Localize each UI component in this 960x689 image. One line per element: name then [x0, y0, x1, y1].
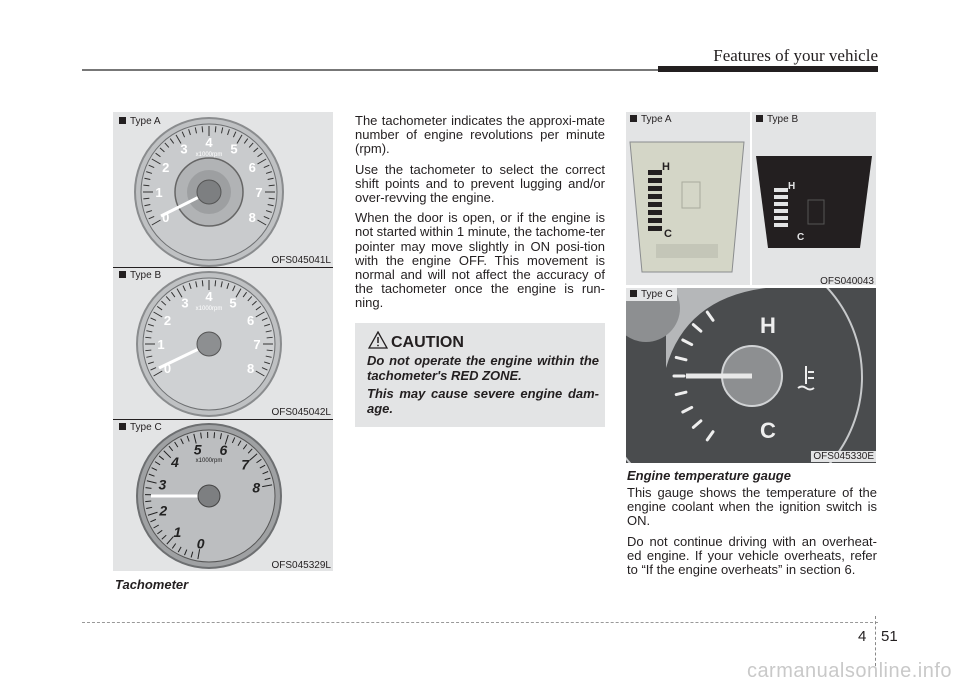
figure-code-type-c: OFS045329L [271, 560, 331, 571]
paragraph: Use the tachometer to select the correct shift points and to prevent lugging and/or over-revving the engine. [355, 161, 605, 206]
dial-number: 8 [246, 361, 255, 376]
figure-label-type-b: Type B [119, 270, 161, 281]
dial-number: 1 [157, 337, 165, 352]
dial-number: 3 [180, 141, 188, 157]
figure-code-type-c: OFS045330E [813, 451, 874, 462]
gauge-tick [267, 350, 273, 351]
tachometer-figure-type-b [113, 268, 333, 419]
cold-label: C [664, 228, 672, 240]
header-accent-bar [658, 66, 878, 72]
gauge-unit-label: x1000rpm [195, 458, 223, 464]
dial-number: 3 [158, 476, 167, 493]
gauge-tick [267, 337, 273, 338]
watermark: carmanualsonline.info [746, 660, 952, 682]
tachometer-description [355, 114, 605, 317]
dial-number: 0 [163, 361, 172, 376]
dial-number: 5 [229, 295, 237, 311]
temp-gauge-figure-type-c [626, 288, 876, 463]
dial-number: 7 [255, 185, 263, 200]
gauge-tick [143, 185, 149, 186]
footer-rule [82, 622, 878, 623]
dial-number: 7 [241, 456, 249, 473]
temp-gauge-figure-type-b [752, 112, 876, 285]
gauge-tick [145, 337, 151, 338]
dial-number: 4 [205, 135, 213, 150]
temp-gauge-figure-type-a [626, 112, 750, 285]
tachometer-type-b-gauge [113, 268, 333, 419]
gauge-tick [269, 185, 275, 186]
figure-label-type-b: Type B [756, 114, 798, 125]
hot-label: H [788, 181, 796, 192]
hot-label: H [760, 313, 776, 338]
dial-number: 2 [163, 313, 172, 328]
dial-number: 5 [230, 141, 238, 157]
dial-number: 6 [246, 313, 255, 328]
gauge-unit-label: x1000rpm [195, 152, 223, 158]
temp-gauge-type-a-display [626, 112, 750, 285]
gauge-tick [202, 126, 203, 132]
chapter-number: 4 [858, 628, 867, 645]
figure-label-type-a: Type A [119, 116, 161, 127]
page-number: 51 [881, 628, 898, 645]
tachometer-type-c-gauge [113, 420, 333, 571]
warning-triangle-icon [368, 331, 388, 349]
gauge-tick [202, 280, 203, 286]
gauge-tick [215, 280, 216, 286]
dial-number: 8 [252, 479, 261, 496]
dial-number: 4 [205, 289, 213, 304]
dial-number: 5 [193, 441, 202, 458]
caution-line: Do not operate the engine within the tachometer's RED ZONE. [367, 353, 599, 383]
dial-number: 3 [181, 295, 189, 311]
dial-number: 6 [248, 160, 256, 175]
tachometer-figure-type-a [113, 112, 333, 267]
hot-label: H [662, 161, 670, 173]
dial-number: 0 [162, 210, 170, 225]
figure-label-type-a: Type A [630, 114, 672, 125]
caution-title: CAUTION [391, 334, 464, 351]
caution-box [355, 323, 605, 427]
dial-number: 2 [162, 160, 170, 175]
temp-gauge-type-b-display [752, 112, 876, 285]
caution-line: This may cause severe engine dam-age. [367, 386, 599, 416]
gauge-tick [145, 350, 151, 351]
paragraph: When the door is open, or if the engine is not started within 1 minute, the tachome-ter pointer may move slightly in ON posi-tion with the engine OFF. This movement is normal and will not affect the accuracy of the tachometer once the engine is run-ning. [355, 210, 606, 311]
page-header-title: Features of your vehicle [713, 46, 878, 65]
paragraph: This gauge shows the temperature of the engine coolant when the ignition switch is ON. [627, 485, 877, 529]
figure-label-type-c: Type C [626, 288, 677, 301]
tachometer-figure-type-c [113, 420, 333, 571]
gauge-tick [145, 501, 151, 502]
tachometer-type-a-gauge [113, 112, 333, 267]
dial-number: 4 [171, 454, 179, 471]
gauge-unit-label: x1000rpm [195, 306, 223, 312]
dial-number: 7 [253, 337, 261, 352]
gauge-tick [215, 126, 216, 132]
engine-temp-heading: Engine temperature gauge [627, 468, 791, 483]
dial-number: 1 [173, 524, 182, 541]
engine-temp-description [627, 486, 877, 583]
figure-code-type-a: OFS045041L [271, 255, 331, 266]
cold-label: C [797, 232, 805, 243]
figure-caption-tachometer: Tachometer [115, 577, 189, 592]
caution-body [367, 354, 599, 420]
dial-number: 8 [248, 210, 256, 225]
figure-code-type-b: OFS045042L [271, 407, 331, 418]
dial-number: 1 [155, 185, 163, 200]
paragraph: The tachometer indicates the approxi-mate number of engine revolutions per minute (rpm). [355, 113, 605, 157]
paragraph: Do not continue driving with an overheat-ed engine. If your vehicle overheats, refer to “If the engine overheats” in section 6. [627, 533, 877, 578]
figure-label-type-c: Type C [119, 422, 162, 433]
dial-number: 6 [219, 442, 228, 459]
temp-gauge-type-c-display [626, 288, 876, 463]
gauge-tick [214, 432, 215, 438]
dial-number: 2 [159, 502, 168, 519]
figure-code-type-ab: OFS040043 [820, 276, 874, 285]
gauge-tick [269, 198, 275, 199]
gauge-tick [143, 198, 149, 199]
dial-number: 0 [196, 535, 205, 552]
page-number-separator [875, 616, 876, 666]
cold-label: C [760, 418, 776, 443]
